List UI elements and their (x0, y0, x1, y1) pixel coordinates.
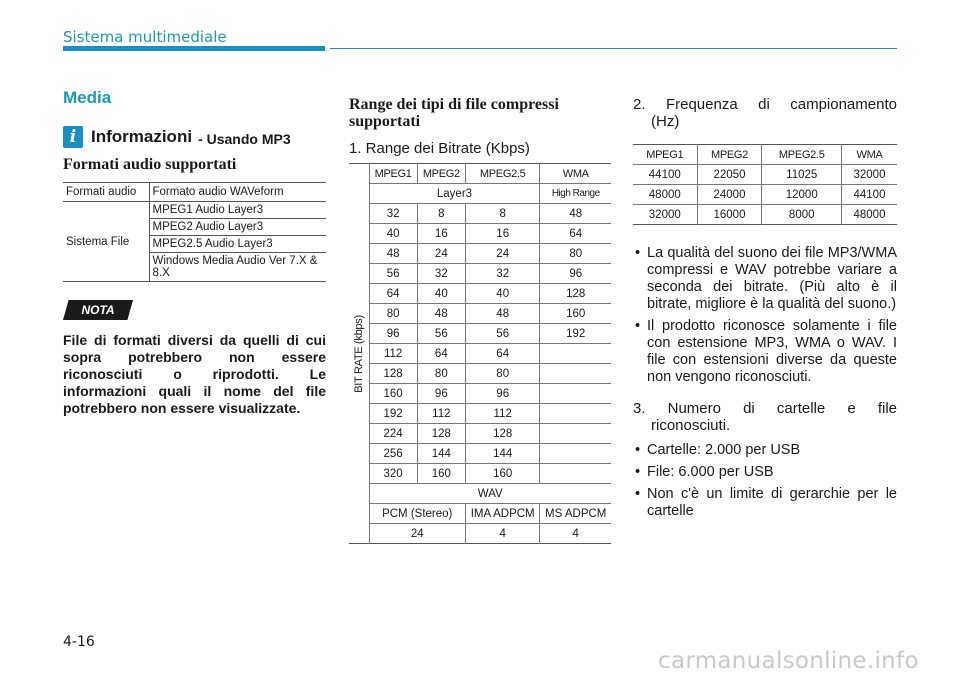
bitrate-header-cell: WMA (540, 164, 611, 184)
frequency-header-cell: WMA (842, 145, 898, 165)
bitrate-header-row (349, 164, 611, 184)
frequency-heading-word: di (758, 96, 770, 113)
bitrate-cell: 16 (417, 224, 465, 244)
count-heading-word: di (743, 400, 755, 417)
high-range-label: High Range (540, 184, 611, 204)
bitrate-cell (540, 444, 611, 464)
wav-header-cell: MS ADPCM (540, 504, 611, 524)
bitrate-header-cell: MPEG2 (417, 164, 465, 184)
frequency-row (633, 205, 897, 225)
bitrate-cell: 48 (369, 244, 417, 264)
frequency-table (633, 144, 897, 225)
frequency-header-cell: MPEG2 (697, 145, 762, 165)
info-label: Informazioni (91, 127, 193, 146)
frequency-cell: 22050 (697, 165, 762, 185)
bitrate-cell (540, 424, 611, 444)
bitrate-cell: 192 (540, 324, 611, 344)
section-title: Sistema multimediale (63, 28, 227, 46)
bitrate-row (349, 364, 611, 384)
bitrate-cell: 128 (417, 424, 465, 444)
bitrate-row (349, 384, 611, 404)
frequency-cell: 24000 (697, 185, 762, 205)
bitrate-cell: 192 (369, 404, 417, 424)
bitrate-cell: 144 (465, 444, 540, 464)
left-column (63, 88, 326, 417)
bitrate-cell: 40 (465, 284, 540, 304)
bitrate-cell: 160 (417, 464, 465, 484)
wav-value-row (349, 524, 611, 544)
frequency-cell: 16000 (697, 205, 762, 225)
bitrate-cell: 128 (369, 364, 417, 384)
bitrate-cell: 8 (465, 204, 540, 224)
bitrate-cell: 80 (369, 304, 417, 324)
bitrate-cell: 32 (465, 264, 540, 284)
count-heading-word: Numero (667, 400, 721, 417)
frequency-header-cell: MPEG1 (633, 145, 697, 165)
frequency-heading-word: campionamento (790, 96, 897, 113)
frequency-cell: 48000 (633, 185, 697, 205)
wav-row (349, 484, 611, 504)
bitrate-cell: 32 (417, 264, 465, 284)
wav-header-cell: PCM (Stereo) (369, 504, 465, 524)
count-notes (633, 442, 897, 520)
formats-table (63, 182, 326, 282)
bitrate-cell: 64 (369, 284, 417, 304)
bitrate-cell: 96 (369, 324, 417, 344)
bitrate-cell (540, 464, 611, 484)
bitrate-cell: 8 (417, 204, 465, 224)
count-note: • Non c'è un limite di gerarchie per le cartelle (633, 486, 897, 520)
frequency-row (633, 165, 897, 185)
frequency-cell: 32000 (842, 165, 898, 185)
bitrate-cell: 128 (465, 424, 540, 444)
frequency-cell: 32000 (648, 208, 681, 221)
quality-note: • La qualità del suono dei file MP3/WMA compressi e WAV potrebbe variare a seconda dei bitrate. (Più alto è il bitrate, migliore è la qualità del suono.) (633, 245, 897, 313)
info-subtitle: - Usando MP3 (198, 131, 291, 147)
format-item: Windows Media Audio Ver 7.X & 8.X (149, 253, 326, 282)
bitrate-cell: 64 (540, 224, 611, 244)
bitrate-cell: 80 (417, 364, 465, 384)
quality-notes (633, 245, 897, 386)
frequency-cell: 12000 (762, 185, 842, 205)
bitrate-cell: 48 (465, 304, 540, 324)
right-column (633, 96, 897, 525)
bitrate-subheading: 1. Range dei Bitrate (Kbps) (349, 140, 530, 157)
media-title: Media (63, 88, 112, 107)
frequency-header-cell: MPEG2.5 (762, 145, 842, 165)
bitrate-row (349, 424, 611, 444)
bitrate-cell (540, 344, 611, 364)
format-item: MPEG2 Audio Layer3 (149, 219, 326, 236)
wav-value-cell: 4 (465, 524, 540, 544)
bitrate-row (349, 224, 611, 244)
bitrate-cell: 320 (369, 464, 417, 484)
layer3-row (349, 184, 611, 204)
frequency-cell: 48000 (842, 205, 898, 225)
bitrate-row (349, 284, 611, 304)
bitrate-cell: 112 (465, 404, 540, 424)
count-heading (633, 400, 897, 434)
middle-column (349, 96, 611, 544)
bitrate-cell: 96 (465, 384, 540, 404)
frequency-heading-unit: (Hz) (651, 113, 680, 130)
nota-badge (63, 300, 133, 320)
bitrate-row (349, 464, 611, 484)
header-rule (330, 48, 897, 49)
bitrate-cell: 160 (540, 304, 611, 324)
bitrate-cell: 40 (369, 224, 417, 244)
bitrate-cell: 48 (417, 304, 465, 324)
count-heading-word: e (847, 400, 856, 417)
quality-note: • Il prodotto riconosce solamente i file con estensione MP3, WMA o WAV. I file con estensioni diverse da queste non vengono riconosciuti. (633, 318, 897, 386)
wav-header-row (349, 504, 611, 524)
bitrate-cell: 56 (369, 264, 417, 284)
info-icon: i (63, 126, 83, 148)
count-heading-number: 3. (633, 400, 646, 417)
count-heading-word: file (877, 400, 897, 417)
bitrate-cell: 128 (540, 284, 611, 304)
bitrate-cell: 64 (417, 344, 465, 364)
wav-label: WAV (369, 484, 611, 504)
bitrate-row (349, 264, 611, 284)
bitrate-cell: 96 (417, 384, 465, 404)
bitrate-cell: 56 (417, 324, 465, 344)
format-item: MPEG2.5 Audio Layer3 (149, 236, 326, 253)
formats-col2-header: Formato audio WAVeform (149, 183, 326, 202)
bitrate-cell: 224 (369, 424, 417, 444)
formats-heading: Formati audio supportati (63, 156, 237, 173)
bitrate-cell: 112 (369, 344, 417, 364)
bitrate-cell: 64 (465, 344, 540, 364)
frequency-cell: 8000 (762, 205, 842, 225)
formats-col1-header: Formati audio (63, 183, 149, 202)
frequency-cell: 44100 (633, 165, 697, 185)
range-heading: Range dei tipi di file compressi supportati (349, 96, 559, 130)
nota-text: File di formati diversi da quelli di cui sopra potrebbero non essere riconosciuti o riprodotti. Le informazioni quali il nome del file potrebbero non essere visualizzate. (63, 332, 326, 416)
bitrate-cell: 160 (369, 384, 417, 404)
bitrate-cell: 144 (417, 444, 465, 464)
frequency-heading (633, 96, 897, 130)
frequency-heading-word: Frequenza (665, 96, 738, 113)
wav-header-cell: IMA ADPCM (465, 504, 540, 524)
format-item: MPEG1 Audio Layer3 (149, 202, 326, 219)
bitrate-cell: 40 (417, 284, 465, 304)
bitrate-cell: 24 (465, 244, 540, 264)
bitrate-row (349, 404, 611, 424)
file-system-label: Sistema File (63, 202, 149, 282)
bitrate-cell: 80 (540, 244, 611, 264)
frequency-heading-number: 2. (633, 96, 646, 113)
bitrate-cell: 24 (417, 244, 465, 264)
bitrate-cell: 16 (465, 224, 540, 244)
bitrate-row (349, 324, 611, 344)
bitrate-cell (540, 364, 611, 384)
bitrate-axis-label: BIT RATE (kbps) (352, 314, 365, 393)
bitrate-cell (540, 404, 611, 424)
bitrate-cell: 48 (540, 204, 611, 224)
frequency-row (633, 185, 897, 205)
watermark: carmanualsonline.info (658, 648, 919, 674)
bitrate-table (349, 163, 611, 544)
bitrate-cell: 112 (417, 404, 465, 424)
bitrate-row (349, 244, 611, 264)
bitrate-cell (540, 384, 611, 404)
header-accent-bar (63, 46, 325, 51)
bitrate-row (349, 344, 611, 364)
count-note: • File: 6.000 per USB (633, 464, 897, 481)
bitrate-row (349, 444, 611, 464)
nota-label: NOTA (81, 303, 115, 317)
bitrate-header-cell: MPEG1 (369, 164, 417, 184)
count-heading-word: cartelle (776, 400, 826, 417)
bitrate-row (349, 304, 611, 324)
count-note: • Cartelle: 2.000 per USB (633, 442, 897, 459)
bitrate-cell: 56 (465, 324, 540, 344)
bitrate-cell: 80 (465, 364, 540, 384)
frequency-cell: 11025 (762, 165, 842, 185)
bitrate-axis (349, 164, 369, 544)
wav-value-cell: 24 (369, 524, 465, 544)
bitrate-cell: 96 (540, 264, 611, 284)
bitrate-cell: 32 (369, 204, 417, 224)
wav-value-cell: 4 (540, 524, 611, 544)
page-number: 4-16 (63, 634, 95, 650)
count-heading-line2: riconosciuti. (651, 417, 731, 434)
bitrate-header-cell: MPEG2.5 (465, 164, 540, 184)
frequency-header-row (633, 145, 897, 165)
layer3-label: Layer3 (369, 184, 540, 204)
bitrate-row (349, 204, 611, 224)
bitrate-cell: 256 (369, 444, 417, 464)
frequency-cell: 44100 (842, 185, 898, 205)
info-heading (63, 126, 326, 148)
bitrate-cell: 160 (465, 464, 540, 484)
